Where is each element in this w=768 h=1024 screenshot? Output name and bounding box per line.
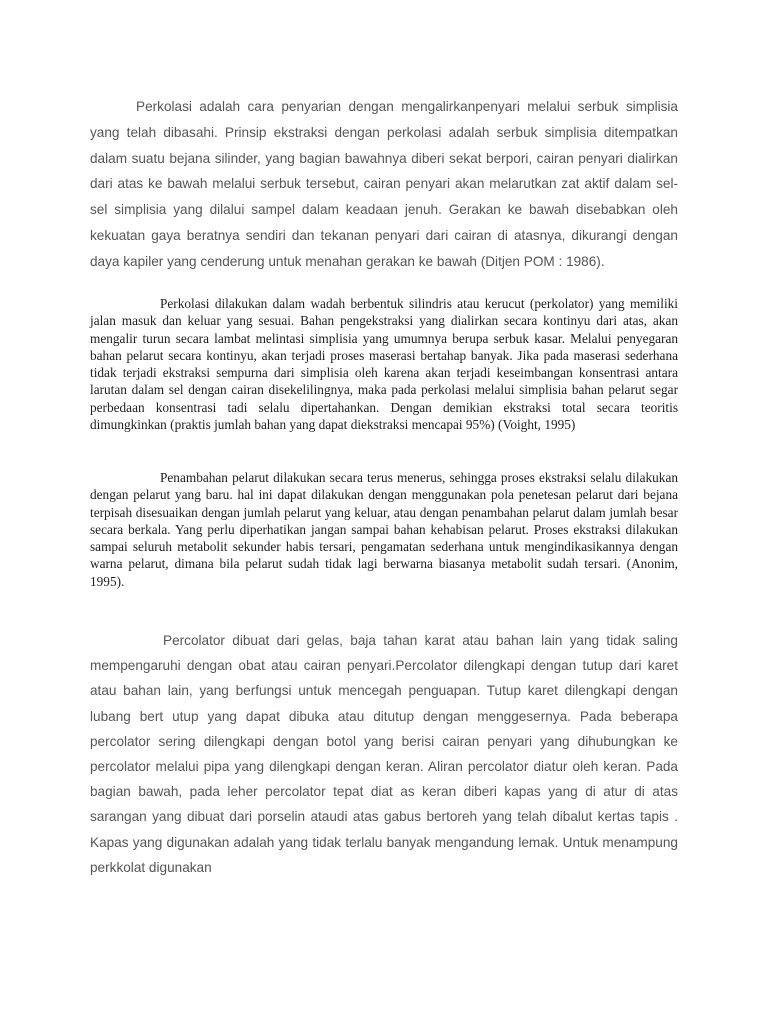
paragraph-percolator-construction: Percolator dibuat dari gelas, baja tahan karat atau bahan lain yang tidak saling mempengaruhi dengan obat atau cairan penyari.Percolator dilengkapi dengan tutup dari karet atau bahan lain, yang berfungsi untuk mencegah penguapan. Tutup karet dilengkapi dengan lubang bert utup yang dapat dibuka atau ditutup dengan menggesernya. Pada beberapa percolator sering dilengkapi dengan botol yang berisi cairan penyari yang dihubungkan ke percolator melalui pipa yang dilengkapi dengan keran. Aliran percolator diatur oleh keran. Pada bagian bawah, pada leher percolator tepat diat as keran diberi kapas yang di atur di atas sarangan yang dibuat dari porselin ataudi atas gabus bertoreh yang telah dibalut kertas tapis . Kapas yang digunakan adalah yang tidak terlalu banyak mengandung lemak. Untuk menampung perkkolat digunakan — [90, 633, 678, 875]
paragraph-perkolasi-definition: Perkolasi adalah cara penyarian dengan mengalirkanpenyari melalui serbuk simplisia yang telah dibasahi. Prinsip ekstraksi dengan perkolasi adalah serbuk simplisia ditempatkan dalam suatu bejana silinder, yang bagian bawahnya diberi sekat berpori, cairan penyari dialirkan dari atas ke bawah melalui serbuk tersebut, cairan penyari akan melarutkan zat aktif dalam sel-sel simplisia yang dilalui sampel dalam keadaan jenuh. Gerakan ke bawah disebabkan oleh kekuatan gaya beratnya sendiri dan tekanan penyari dari cairan di atasnya, dikurangi dengan daya kapiler yang cenderung untuk menahan gerakan ke bawah (Ditjen POM : 1986). — [90, 99, 678, 269]
paragraph-pelarut-addition: Penambahan pelarut dilakukan secara terus menerus, sehingga proses ekstraksi selalu dilakukan dengan pelarut yang baru. hal ini dapat dilakukan dengan menggunakan pola penetesan pelarut dari bejana terpisah disesuaikan dengan jumlah pelarut yang keluar, atau dengan penambahan pelarut dalam jumlah besar secara berkala. Yang perlu diperhatikan jangan sampai bahan kehabisan pelarut. Proses ekstraksi dilakukan sampai seluruh metabolit sekunder habis tersari, pengamatan sederhana untuk mengindikasikannya dengan warna pelarut, dimana bila pelarut sudah tidak lagi berwarna biasanya metabolit sudah tersari. (Anonim, 1995). — [90, 470, 678, 589]
paragraph-perkolator-process: Perkolasi dilakukan dalam wadah berbentuk silindris atau kerucut (perkolator) yang memiliki jalan masuk dan keluar yang sesuai. Bahan pengekstraksi yang dialirkan secara kontinyu dari atas, akan mengalir turun secara lambat melintasi simplisia yang umumnya berupa serbuk kasar. Melalui penyegaran bahan pelarut secara kontinyu, akan terjadi proses maserasi bertahap banyak. Jika pada maserasi sederhana tidak terjadi ekstraksi sempurna dari simplisia oleh karena akan terjadi keseimbangan konsentrasi antara larutan dalam sel dengan cairan disekelilingnya, maka pada perkolasi melalui simplisia bahan pelarut segar perbedaan konsentrasi tadi selalu dipertahankan. Dengan demikian ekstraksi total secara teoritis dimungkinkan (praktis jumlah bahan yang dapat diekstraksi mencapai 95%) (Voight, 1995) — [90, 296, 678, 433]
